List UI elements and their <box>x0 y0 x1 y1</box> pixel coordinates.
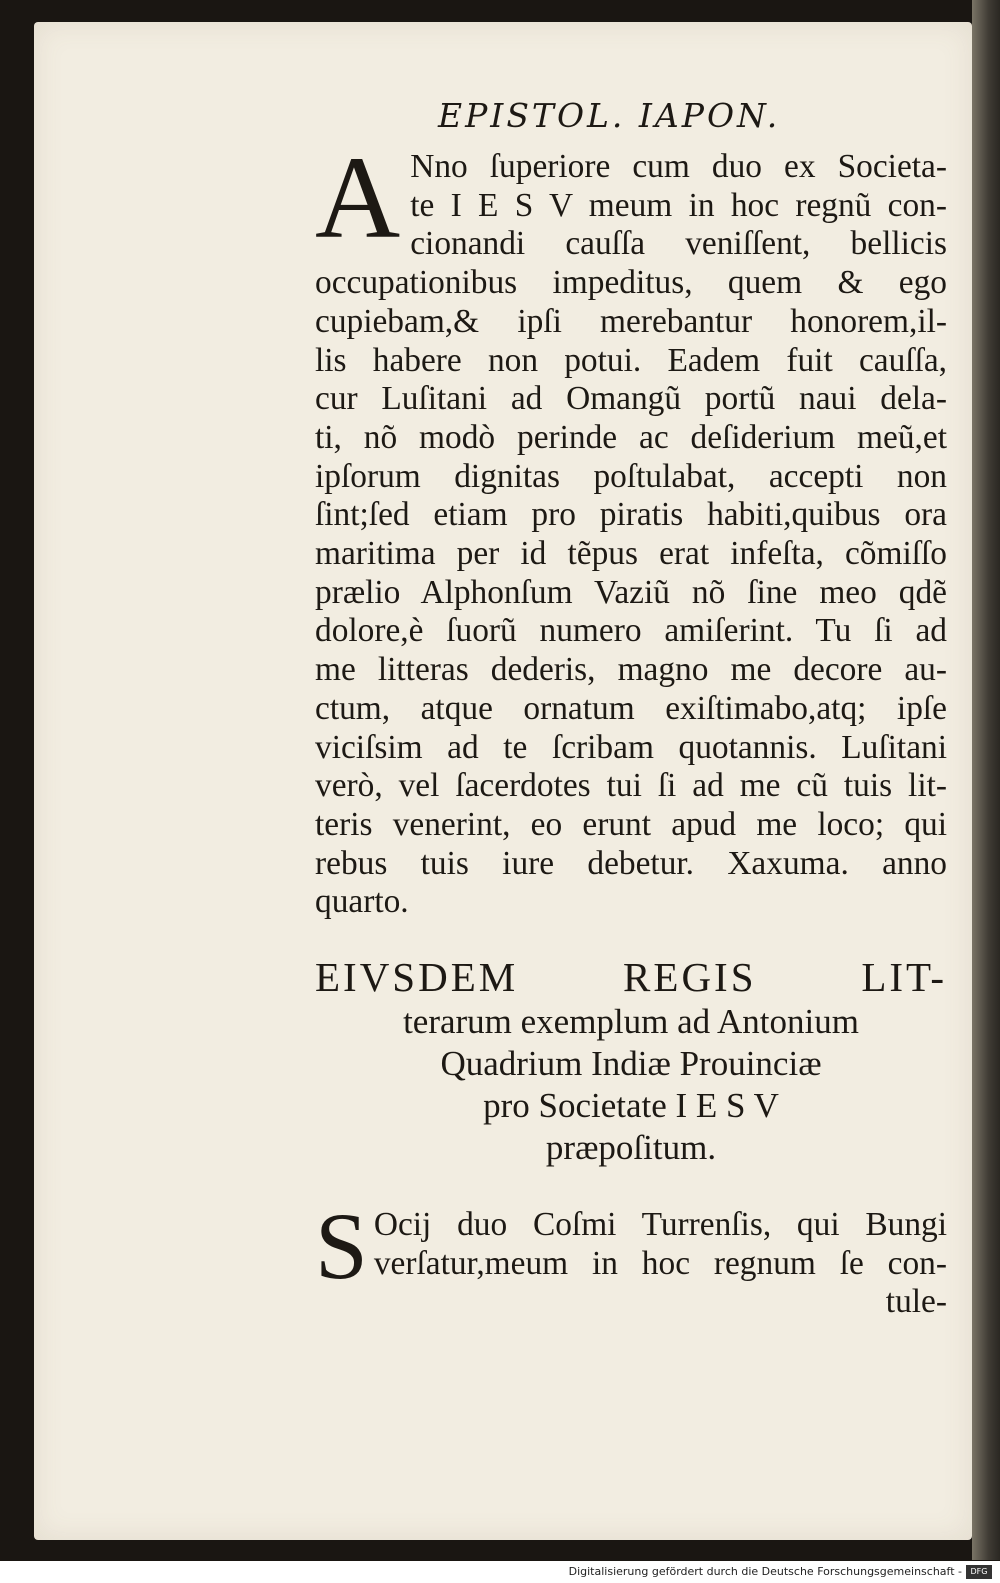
heading-line-5: præpoſitum. <box>545 1128 717 1167</box>
text-line: teris venerint, eo erunt apud me loco; qui <box>315 805 947 843</box>
text-line: quarto. <box>315 883 409 921</box>
text-line: Nno ſuperiore cum duo ex Societa- <box>410 148 947 185</box>
text-line: rebus tuis iure debetur. Xaxuma. anno <box>315 844 947 882</box>
catchword: tule- <box>885 1283 947 1321</box>
paragraph-2 <box>315 1193 947 1322</box>
heading-line-3: Quadrium Indiæ Prouinciæ <box>440 1044 822 1083</box>
heading-line-2: terarum exemplum ad Antonium <box>403 1002 859 1041</box>
heading-line-1: EIVSDEM REGIS LIT- <box>315 954 947 1000</box>
dfg-logo: DFG <box>966 1565 992 1579</box>
text-line: verò, vel ſacerdotes tui ſi ad me cũ tuis lit- <box>315 767 947 805</box>
text-line: cionandi cauſſa veniſſent, bellicis <box>410 225 947 263</box>
drop-cap-s: S <box>315 1193 368 1299</box>
book-edge <box>972 0 1000 1560</box>
drop-cap-a: A <box>315 132 401 263</box>
paragraph-1 <box>315 132 947 922</box>
text-line: me litteras dederis, magno me decore au- <box>315 651 947 689</box>
text-line: ctum, atque ornatum exiſtimabo,atq; ipſe <box>315 689 947 727</box>
text-line: Ocij duo Coſmi Turrenſis, qui Bungi <box>373 1206 947 1243</box>
text-line: maritima per id tẽpus erat infeſta, cõmiſſo <box>315 535 947 573</box>
section-heading <box>315 953 947 1169</box>
text-line: occupationibus impeditus, quem & ego <box>315 264 947 302</box>
text-line: viciſsim ad te ſcribam quotannis. Luſitani <box>315 728 947 766</box>
text-line: ſint;ſed etiam pro piratis habiti,quibus ora <box>315 496 947 534</box>
text-line: verſatur,meum in hoc regnum ſe con- <box>373 1244 947 1282</box>
digitization-footer <box>0 1561 1000 1583</box>
text-line: dolore,è ſuorũ numero amiſerint. Tu ſi ad <box>315 612 947 650</box>
text-line: lis habere non potui. Eadem fuit cauſſa, <box>315 341 947 379</box>
text-line: te I E S V meum in hoc regnũ con- <box>410 186 947 224</box>
text-line: prælio Alphonſum Vaziũ nõ ſine meo qdẽ <box>315 573 947 611</box>
running-head: EPISTOL. IAPON. <box>438 96 781 135</box>
text-line: cupiebam,& ipſi merebantur honorem,il- <box>315 302 947 340</box>
text-line: ti, nõ modò perinde ac deſiderium meũ,et <box>315 418 947 456</box>
text-line: cur Luſitani ad Omangũ portũ naui dela- <box>315 380 947 418</box>
heading-line-4: pro Societate I E S V <box>483 1086 779 1125</box>
footer-text: Digitalisierung gefördert durch die Deutsche Forschungsgemeinschaft - <box>568 1565 962 1578</box>
text-line: ipſorum dignitas poſtulabat, accepti non <box>315 457 947 495</box>
